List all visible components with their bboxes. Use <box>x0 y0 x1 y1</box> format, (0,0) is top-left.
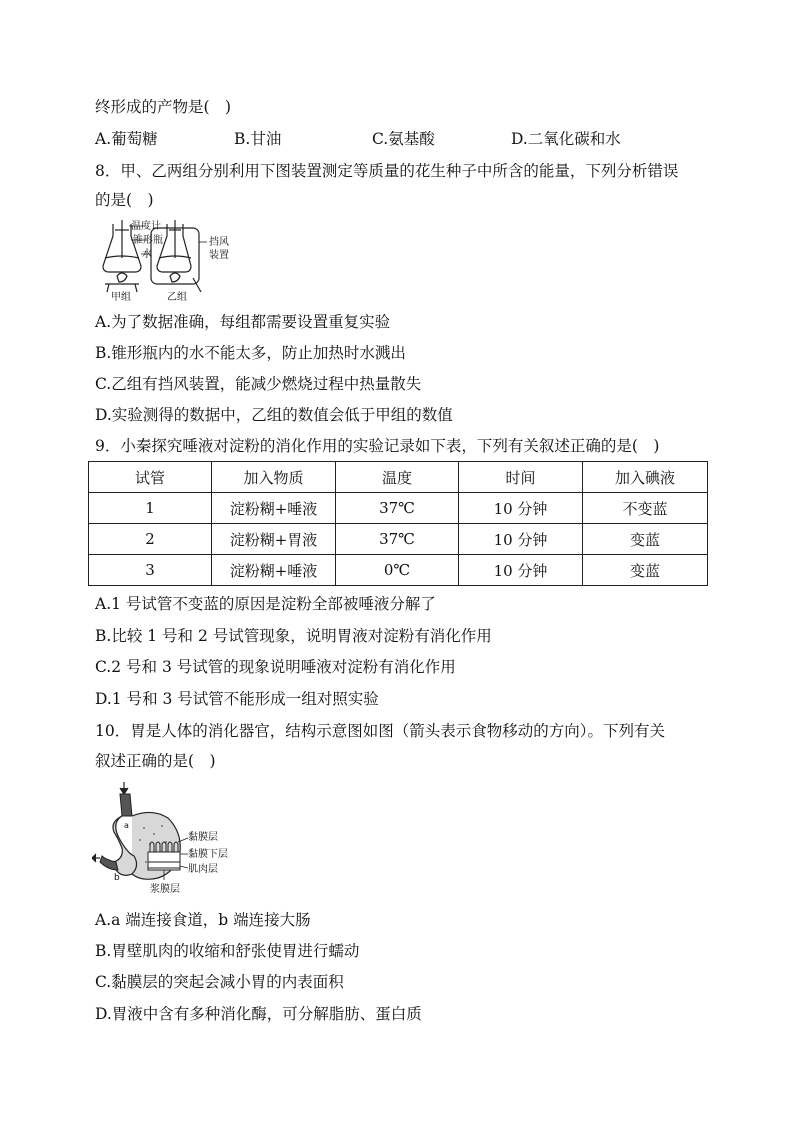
q8-option-b: B.锥形瓶内的水不能太多，防止加热时水溅出 <box>95 344 406 362</box>
table-cell: 不变蓝 <box>583 493 708 524</box>
label-flask: 锥形瓶 <box>133 235 163 246</box>
esophagus-shape <box>120 794 132 816</box>
q10-option-a: A.a 端连接食道，b 端连接大肠 <box>95 911 311 929</box>
q7-option-b: B.甘油 <box>234 130 282 148</box>
q10-option-d: D.胃液中含有多种消化酶，可分解脂肪、蛋白质 <box>95 1005 422 1023</box>
pylorus-shape <box>100 856 118 870</box>
label-thermometer: 温度计 <box>131 221 161 232</box>
q7-option-c: C.氨基酸 <box>372 130 435 148</box>
label-water: 水 <box>142 249 152 260</box>
table-row <box>89 493 708 524</box>
table-cell: 淀粉糊+唾液 <box>212 555 336 586</box>
label-mucosa: 黏膜层 <box>188 832 218 843</box>
q9-option-d: D.1 号和 3 号试管不能形成一组对照实验 <box>95 690 379 708</box>
header-tube: 试管 <box>89 462 212 493</box>
table-cell: 0℃ <box>336 555 459 586</box>
table-cell: 2 <box>89 524 212 555</box>
table-row <box>89 524 708 555</box>
label-a: a <box>124 821 129 830</box>
table-cell: 10 分钟 <box>459 524 583 555</box>
table-cell: 变蓝 <box>583 555 708 586</box>
table-cell: 1 <box>89 493 212 524</box>
table-cell: 37℃ <box>336 493 459 524</box>
table-cell: 10 分钟 <box>459 493 583 524</box>
label-submucosa: 黏膜下层 <box>188 849 228 860</box>
label-muscle: 肌肉层 <box>188 864 218 875</box>
q10-stomach-figure <box>92 782 242 900</box>
q8-stem-line1: 8．甲、乙两组分别利用下图装置测定等质量的花生种子中所含的能量，下列分析错误 <box>95 162 679 180</box>
q9-option-c: C.2 号和 3 号试管的现象说明唾液对淀粉有消化作用 <box>95 658 456 676</box>
q9-option-b: B.比较 1 号和 2 号试管现象，说明胃液对淀粉有消化作用 <box>95 627 492 645</box>
q10-option-c: C.黏膜层的突起会减小胃的内表面积 <box>95 973 344 991</box>
table-cell: 37℃ <box>336 524 459 555</box>
q7-option-d: D.二氧化碳和水 <box>511 130 621 148</box>
q10-stem-line2: 叙述正确的是( ) <box>95 752 216 770</box>
label-group-a: 甲组 <box>111 292 131 302</box>
label-windshield-2: 装置 <box>209 250 229 261</box>
q9-option-a: A.1 号试管不变蓝的原因是淀粉全部被唾液分解了 <box>95 595 436 613</box>
table-cell: 变蓝 <box>583 524 708 555</box>
label-b: b <box>114 873 120 883</box>
header-time: 时间 <box>459 462 583 493</box>
label-serosa: 浆膜层 <box>150 884 180 895</box>
header-temperature: 温度 <box>336 462 459 493</box>
q8-option-d: D.实验测得的数据中，乙组的数值会低于甲组的数值 <box>95 406 453 424</box>
q8-apparatus-figure <box>95 218 245 302</box>
header-substance: 加入物质 <box>212 462 336 493</box>
label-group-b: 乙组 <box>167 292 187 302</box>
table-cell: 淀粉糊+胃液 <box>212 524 336 555</box>
table-row <box>89 555 708 586</box>
q9-experiment-table <box>88 461 708 586</box>
table-cell: 10 分钟 <box>459 555 583 586</box>
q7-option-a: A.葡萄糖 <box>95 130 158 148</box>
q8-option-a: A.为了数据准确，每组都需要设置重复实验 <box>95 313 391 331</box>
table-cell: 3 <box>89 555 212 586</box>
q8-option-c: C.乙组有挡风装置，能减少燃烧过程中热量散失 <box>95 375 422 393</box>
table-cell: 淀粉糊+唾液 <box>212 493 336 524</box>
q8-stem-line2: 的是( ) <box>95 191 154 209</box>
q7-stem-tail: 终形成的产物是( ) <box>95 98 232 116</box>
q10-stem-line1: 10．胃是人体的消化器官，结构示意图如图（箭头表示食物移动的方向）。下列有关 <box>95 722 665 740</box>
table-header-row <box>89 462 708 493</box>
q9-stem: 9．小秦探究唾液对淀粉的消化作用的实验记录如下表，下列有关叙述正确的是( ) <box>95 437 660 455</box>
label-windshield-1: 挡风 <box>209 237 229 248</box>
header-iodine: 加入碘液 <box>583 462 708 493</box>
q10-option-b: B.胃壁肌肉的收缩和舒张使胃进行蠕动 <box>95 942 360 960</box>
